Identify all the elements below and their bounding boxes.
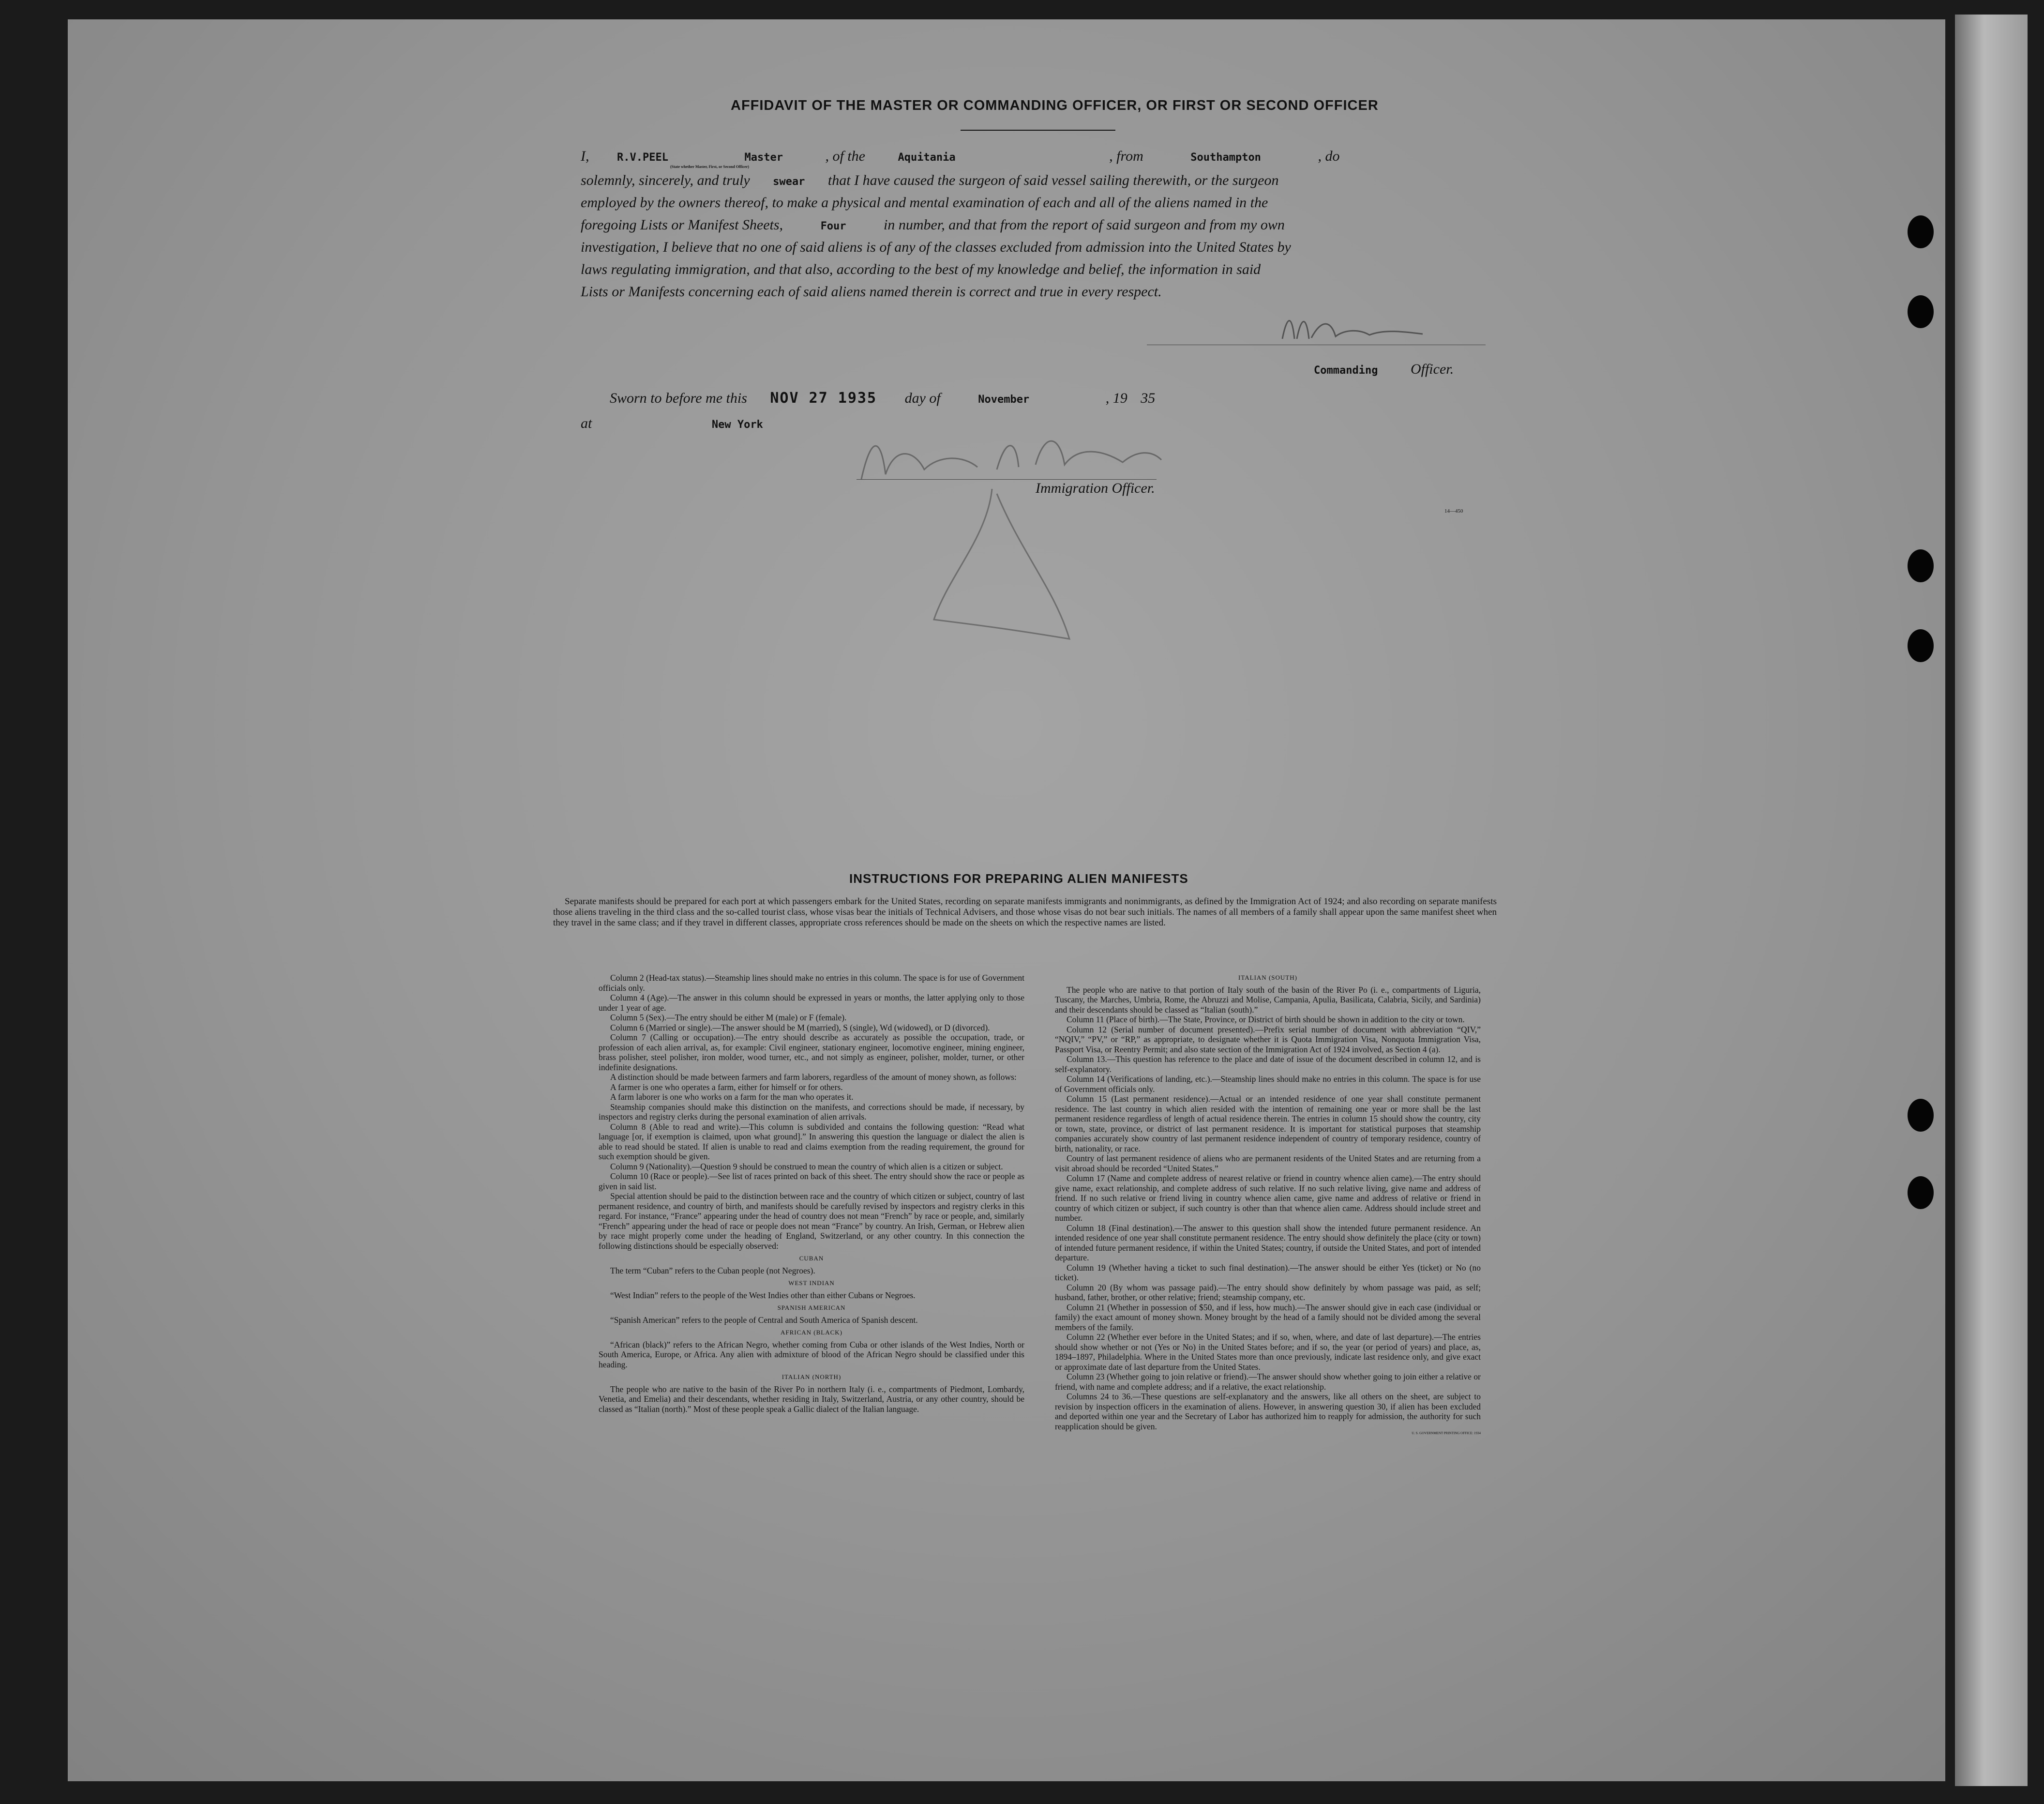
text-line2a: solemnly, sincerely, and truly <box>581 172 750 188</box>
punch-hole <box>1908 295 1934 328</box>
sworn-year: 35 <box>1141 390 1156 406</box>
italian-north-text: The people who are native to the basin of the River Po in northern Italy (i. e., compartments of Piedmont, Lombardy, Venetia, and Emelia) and their descendants, whether residing in Italy, Switzerland, Austria, or any other country, should be classed as “Italian (north).” Most of these people speak a Gallic dialect of the Italian language. <box>599 1384 1024 1414</box>
instr-paragraph: A farm laborer is one who works on a farm for the man who operates it. <box>610 1092 854 1102</box>
printer-note: U. S. GOVERNMENT PRINTING OFFICE: 1934 <box>1412 1431 1481 1435</box>
sworn-line <box>610 387 1155 411</box>
punch-hole <box>1908 215 1934 248</box>
master-signature <box>1278 310 1442 349</box>
instr-paragraph: A distinction should be made between farmers and farm laborers, regardless of the amount of money shown, as follows: <box>610 1072 1017 1082</box>
instr-paragraph: Column 19 (Whether having a ticket to such final destination).—The answer should be either Yes (ticket) or No (no ticket). <box>1055 1262 1481 1282</box>
departure-port: Southampton <box>1190 152 1261 164</box>
text-year-prefix: , 19 <box>1105 390 1127 406</box>
punch-hole <box>1908 549 1934 582</box>
instr-paragraph: Column 2 (Head-tax status).—Steamship lines should make no entries in this column. The space is for use of Government officials only. <box>599 973 1024 993</box>
text-line4a: foregoing Lists or Manifest Sheets, <box>581 217 783 233</box>
instr-paragraph: Column 15 (Last permanent residence).—Actual or an intended residence of one year shall constitute permanent residence. The last country in which alien resided with the intention of remaining one year or more shall be the last permanent residence regardless of length of actual residence therein. The entries in column 15 should show the country, city or town, state, province, or district of last permanent residence. It is important for statistical purposes that steamship companies accurately show country of last permanent residence independent of country of temporary residence, country of birth, nationality, or race. <box>1055 1094 1481 1153</box>
instr-paragraph: Column 17 (Name and complete address of nearest relative or friend in country whence alien came).—The entry should give name, exact relationship, and complete address of such relative. If no such relative living, give name and address of friend. If no such relative or friend living in country whence alien came, give name and address of relative or friend in country of which citizen or subject, if such country is other than that whence alien came. Address should include street and number. <box>1055 1173 1481 1223</box>
instr-paragraph: Country of last permanent residence of aliens who are permanent residents of the United States and are returning from a visit abroad should be recorded “United States.” <box>1055 1153 1481 1173</box>
sheet-count: Four <box>820 220 846 232</box>
immigration-officer-signature <box>852 416 1166 649</box>
master-rank: Master <box>744 152 783 164</box>
text-sworn: Sworn to before me this <box>610 390 747 406</box>
instr-paragraph: Column 23 (Whether going to join relative or friend).—The answer should show whether going to join either a relative or friend, with name and complete address; and if a relative, the exact relationship. <box>1055 1372 1481 1392</box>
instr-paragraph: Steamship companies should make this distinction on the manifests, and corrections should be made, if necessary, by inspectors and registry clerks during the personal examination of alien arrivals. <box>599 1102 1024 1122</box>
instr-paragraph: Column 7 (Calling or occupation).—The entry should describe as accurately as possible the occupation, trade, or profession of each alien arrival, as, for example: Civil engineer, stationary engineer, locomotive engineer, mining engineer, brass polisher, steel polisher, iron molder, wood turner, etc., and not simply as engineer, polisher, molder, turner, or other indefinite designations. <box>599 1032 1024 1072</box>
oath-word: swear <box>773 176 805 188</box>
text-from: , from <box>1109 148 1143 164</box>
binding-strip <box>1955 15 2028 1786</box>
instr-paragraph: The people who are native to that portion of Italy south of the basin of the River Po (i. e., compartments of Liguria, Tuscany, the Marches, Umbria, Rome, the Abruzzi and Molise, Campania, Apulia, Basilicata, Calabria, Sicily, and Sardinia) and their descendants should be classed as “Italian (south).” <box>1055 985 1481 1015</box>
instr-paragraph: Column 10 (Race or people).—See list of races printed on back of this sheet. The entry should show the race or people as given in said list. <box>599 1171 1024 1191</box>
affidavit-title: AFFIDAVIT OF THE MASTER OR COMMANDING OFFICER, OR FIRST OR SECOND OFFICER <box>731 98 1379 113</box>
instr-paragraph: Column 4 (Age).—The answer in this column should be expressed in years or months, the latter applying only to those under 1 year of age. <box>599 993 1024 1013</box>
instructions-left-column <box>599 973 1024 1414</box>
text-officer: Officer. <box>1410 361 1454 377</box>
affidavit-line-7: Lists or Manifests concerning each of said aliens named therein is correct and true in every respect. <box>581 284 1162 300</box>
master-name: R.V.PEEL <box>617 152 668 164</box>
instr-paragraph: Column 13.—This question has reference to the place and date of issue of the document described in column 12, and is self-explanatory. <box>1055 1054 1481 1074</box>
form-number: 14—450 <box>1444 508 1463 514</box>
cuban-heading: CUBAN <box>799 1255 824 1262</box>
text-of-the: , of the <box>825 148 865 164</box>
text-line2b: that I have caused the surgeon of said vessel sailing therewith, or the surgeon <box>827 172 1279 188</box>
instructions-right-column <box>1055 973 1481 1436</box>
instr-paragraph: Column 22 (Whether ever before in the United States; and if so, when, where, and date of last departure).—The entries should show whether or not (Yes or No) in the United States before; and if so, the year (or period of years) and place, as, 1894–1897, Philadelphia. Where in the United States more than once previously, indicate last residence only, and give exact or approximate date of last departure from the United States. <box>1055 1332 1481 1372</box>
officer-title: Commanding <box>1314 364 1378 377</box>
date-stamp: NOV 27 1935 <box>770 390 877 407</box>
punch-hole <box>1908 1176 1934 1209</box>
text-do: , do <box>1318 148 1340 164</box>
african-heading: AFRICAN (BLACK) <box>780 1329 843 1336</box>
affidavit-line-2 <box>581 169 1278 193</box>
affidavit-line-4 <box>581 214 1285 238</box>
spanish-american-heading: SPANISH AMERICAN <box>777 1304 846 1311</box>
italian-south-heading: ITALIAN (SOUTH) <box>1238 974 1297 981</box>
instr-paragraph: Special attention should be paid to the distinction between race and the country of which citizen or subject, country of last permanent residence, and country of birth, and manifests should be carefully revised by inspectors and registry clerks in this regard. For instance, “France” appearing under the head of country does not mean “French” by race or people, and, similarly “French” appearing under the head of race or people does not mean “France” by country. An Irish, German, or Hebrew alien by race might properly come under the heading of England, Switzerland, or any other country. In this connection the following distinctions should be especially observed: <box>599 1191 1024 1251</box>
instr-paragraph: Column 9 (Nationality).—Question 9 should be construed to mean the country of which alien is a citizen or subject. <box>610 1161 1003 1171</box>
instructions-title: INSTRUCTIONS FOR PREPARING ALIEN MANIFESTS <box>849 871 1188 886</box>
ship-name: Aquitania <box>898 152 956 164</box>
spanish-american-text: “Spanish American” refers to the people of Central and South America of Spanish descent. <box>610 1315 918 1325</box>
text-line4b: in number, and that from the report of said surgeon and from my own <box>884 217 1285 233</box>
punch-hole <box>1908 629 1934 662</box>
text-day-of: day of <box>904 390 941 406</box>
immigration-officer-label: Immigration Officer. <box>1036 480 1155 496</box>
text-at: at <box>581 415 592 431</box>
instr-paragraph: A farmer is one who operates a farm, either for himself or for others. <box>610 1082 843 1092</box>
african-text: “African (black)” refers to the African Negro, whether coming from Cuba or other islands of the West Indies, North or South America, Europe, or Africa. Any alien with admixture of blood of the African Negro should be classified under this heading. <box>599 1339 1024 1369</box>
punch-hole <box>1908 1099 1934 1132</box>
instr-paragraph: Column 21 (Whether in possession of $50, and if less, how much).—The answer should give in each case (individual or family) the exact amount of money shown. Money brought by the head of a family should not be divided among the several members of the family. <box>1055 1302 1481 1332</box>
affidavit-line-6: laws regulating immigration, and that also, according to the best of my knowledge and belief, the information in said <box>581 261 1261 277</box>
west-indian-text: “West Indian” refers to the people of the West Indies other than either Cubans or Negroes. <box>610 1290 916 1300</box>
west-indian-heading: WEST INDIAN <box>788 1279 835 1287</box>
instr-paragraph: Column 18 (Final destination).—The answer to this question shall show the intended future permanent residence. An intended residence of one year shall constitute permanent residence. The entry should show definitely the place (city or town) of intended future permanent residence, if within the United States; country, if outside the United States, and port of intended departure. <box>1055 1223 1481 1262</box>
instr-paragraph: Column 20 (By whom was passage paid).—The entry should show definitely by whom passage was paid, as self; husband, father, brother, or other relative; friend; steamship company, etc. <box>1055 1282 1481 1302</box>
sworn-place: New York <box>711 419 763 431</box>
instr-paragraph: Column 12 (Serial number of document presented).—Prefix serial number of document with abbreviation “QIV,” “NQIV,” “PV,” or “RP,” as appropriate, to designate whether it is Quota Immigration Visa, Nonquota Immigration Visa, Passport Visa, or Reentry Permit; and also state section of the Immigration Act of 1924 involved, as Section 4 (a). <box>1055 1024 1481 1054</box>
instr-paragraph: Column 5 (Sex).—The entry should be either M (male) or F (female). <box>610 1013 847 1022</box>
instr-paragraph: Column 6 (Married or single).—The answer should be M (married), S (single), Wd (widowed), or D (divorced). <box>610 1022 990 1032</box>
affidavit-line-5: investigation, I believe that no one of said aliens is of any of the classes excluded from admission into the United States by <box>581 239 1291 255</box>
instructions-intro <box>553 896 1497 928</box>
rank-note: (State whether Master, First, or Second Officer) <box>670 165 749 169</box>
instr-paragraph: Column 8 (Able to read and write).—This column is subdivided and contains the following question: “Read what language [or, if exemption is claimed, upon what ground].” In answering this question the language or dialect the alien is able to read should be stated. If alien is unable to read and claims exemption from the reading requirement, the ground for such exemption should be given. <box>599 1122 1024 1161</box>
instr-paragraph: Column 14 (Verifications of landing, etc.).—Steamship lines should make no entries in this column. The space is for use of Government officials only. <box>1055 1074 1481 1094</box>
title-underline <box>961 130 1115 131</box>
instr-paragraph: Columns 24 to 36.—These questions are self-explanatory and the answers, like all others on the sheet, are subject to revision by inspection officers in the examination of aliens. However, in answering question 30, if alien has been excluded and deported within one year and the Secretary of Labor has authorized him to reapply for admission, the authority for such reapplication should be given. <box>1055 1392 1481 1431</box>
text-i: I, <box>581 148 589 164</box>
italian-north-heading: ITALIAN (NORTH) <box>782 1373 842 1380</box>
officer-line <box>1314 358 1454 382</box>
instr-paragraph: Column 11 (Place of birth).—The State, Province, or District of birth should be shown in addition to the city or town. <box>1067 1015 1465 1024</box>
intro-paragraph: Separate manifests should be prepared for each port at which passengers embark for the United States, recording on separate manifests immigrants and nonimmigrants, as defined by the Immigration Act of 1924; and also recording on separate manifests those aliens traveling in the third class and the so-called tourist class, whose visas bear the initials of Technical Advisers, and those whose visas do not bear such initials. The names of all members of a family shall appear upon the same manifest sheet when they travel in the same class; and if they travel in different classes, appropriate cross references should be made on the sheets on which the respective names are listed. <box>553 896 1497 928</box>
cuban-text: The term “Cuban” refers to the Cuban people (not Negroes). <box>610 1265 815 1275</box>
affidavit-line-3: employed by the owners thereof, to make a physical and mental examination of each and all of the aliens named in the <box>581 195 1268 211</box>
place-line <box>581 412 763 436</box>
sworn-month: November <box>978 394 1030 406</box>
